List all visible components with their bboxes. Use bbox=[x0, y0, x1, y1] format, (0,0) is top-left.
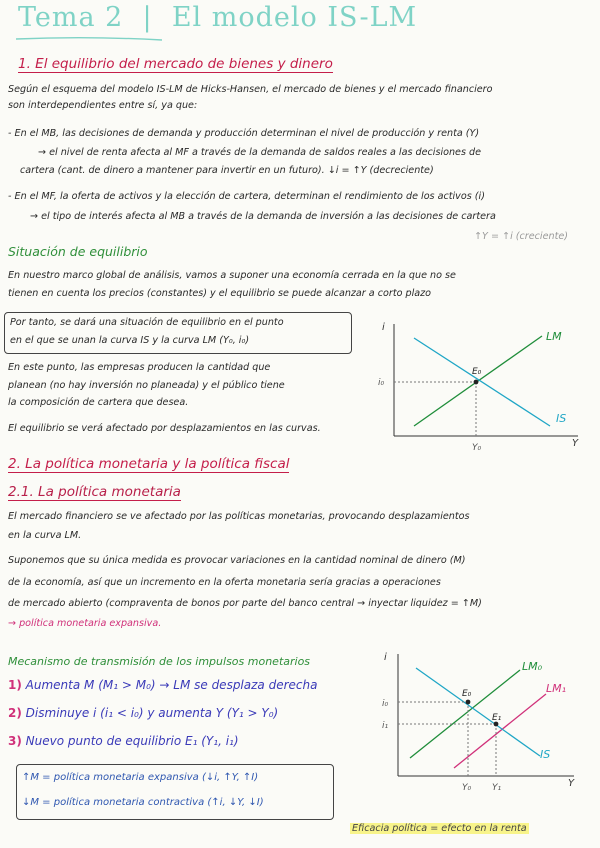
graph2-i0: i₀ bbox=[382, 699, 389, 709]
situacion-p2-1: En este punto, las empresas producen la cantidad que bbox=[8, 362, 271, 373]
graph1-y0: Y₀ bbox=[472, 443, 482, 453]
lm1-label: LM₁ bbox=[546, 682, 567, 695]
s2-p2-3: de mercado abierto (compraventa de bonos por parte del banco central → inyectar liquidez = ↑M) bbox=[8, 598, 482, 609]
is-lm-graph-2 bbox=[370, 646, 590, 802]
situacion-p2-2: planean (no hay inversión no planeada) y el público tiene bbox=[8, 380, 285, 391]
s2-p2-1: Suponemos que su única medida es provocar variaciones en la cantidad nominal de dinero (M) bbox=[8, 555, 466, 566]
mecanismo-step-2: 2) Disminuye i (i₁ < i₀) y aumenta Y (Y₁ > Y₀) bbox=[8, 706, 279, 720]
graph2-y0: Y₀ bbox=[462, 783, 472, 793]
graph2-x-label: Y bbox=[568, 778, 575, 789]
s1-b1-1: - En el MB, las decisiones de demanda y producción determinan el nivel de producción y renta (Y) bbox=[8, 128, 480, 139]
graph1-x-label: Y bbox=[572, 438, 579, 449]
lm0-label: LM₀ bbox=[522, 660, 543, 673]
mecanismo-label: Mecanismo de transmisión de los impulsos monetarios bbox=[8, 655, 311, 668]
point-e0 bbox=[466, 700, 471, 705]
mecanismo-step-3: 3) Nuevo punto de equilibrio E₁ (Y₁, i₁) bbox=[8, 734, 239, 748]
s1-b2-2: → el tipo de interés afecta al MB a través de la demanda de inversión a las decisiones de cartera bbox=[30, 211, 496, 222]
section-2-heading: 2. La política monetaria y la política fiscal bbox=[8, 456, 290, 472]
equilibrium-point-e0 bbox=[474, 380, 479, 385]
mecanismo-step-1: 1) Aumenta M (M₁ > M₀) → LM se desplaza derecha bbox=[8, 678, 318, 692]
tema-title: El modelo IS-LM bbox=[171, 2, 418, 33]
s2-p1-2: en la curva LM. bbox=[8, 530, 82, 541]
graph1-y-label: i bbox=[382, 322, 385, 333]
graph2-y-label: i bbox=[384, 652, 387, 663]
section-2-1-heading: 2.1. La política monetaria bbox=[8, 484, 181, 500]
graph2-e1: E₁ bbox=[492, 713, 502, 723]
s1-intro-1: Según el esquema del modelo IS-LM de Hicks-Hansen, el mercado de bienes y el mercado financiero bbox=[8, 84, 493, 95]
s1-b2-3: ↑Y = ↑i (creciente) bbox=[474, 231, 568, 242]
s2-p2-2: de la economía, así que un incremento en la oferta monetaria sería gracias a operaciones bbox=[8, 577, 441, 588]
s1-b2-1: - En el MF, la oferta de activos y la elección de cartera, determinan el rendimiento de los activos (i) bbox=[8, 191, 485, 202]
graph1-i0: i₀ bbox=[378, 378, 385, 388]
policy-expansiva: ↑M = política monetaria expansiva (↓i, ↑Y, ↑I) bbox=[22, 772, 259, 783]
is2-label: IS bbox=[540, 748, 551, 761]
box-line-1: Por tanto, se dará una situación de equilibrio en el punto bbox=[10, 317, 284, 328]
situacion-text-2: tienen en cuenta los precios (constantes) y el equilibrio se puede alcanzar a corto plazo bbox=[8, 288, 432, 299]
situacion-p2-3: la composición de cartera que desea. bbox=[8, 397, 189, 408]
s1-intro-2: son interdependientes entre sí, ya que: bbox=[8, 100, 198, 111]
s2-p2-4: → política monetaria expansiva. bbox=[8, 618, 162, 629]
situacion-text-1: En nuestro marco global de análisis, vamos a suponer una economía cerrada en la que no se bbox=[8, 270, 456, 281]
page-title: Tema 2 | El modelo IS-LM bbox=[18, 2, 418, 33]
s1-b1-2: → el nivel de renta afecta al MF a través de la demanda de saldos reales a las decisiones de bbox=[38, 147, 482, 158]
policy-contractiva: ↓M = política monetaria contractiva (↑i, ↓Y, ↓I) bbox=[22, 797, 264, 808]
is-curve-2 bbox=[416, 668, 540, 756]
is-lm-graph-1 bbox=[372, 314, 590, 462]
graph2-y1: Y₁ bbox=[492, 783, 502, 793]
lm-label: LM bbox=[546, 330, 562, 343]
box-line-2: en el que se unan la curva IS y la curva LM (Y₀, i₀) bbox=[10, 335, 250, 346]
graph1-e0: E₀ bbox=[472, 367, 482, 377]
situacion-p3: El equilibrio se verá afectado por desplazamientos en las curvas. bbox=[8, 423, 321, 434]
section-1-heading: 1. El equilibrio del mercado de bienes y dinero bbox=[18, 56, 333, 72]
s1-b1-3: cartera (cant. de dinero a mantener para invertir en un futuro). ↓i = ↑Y (decreciente) bbox=[20, 165, 434, 176]
eficacia-note: Eficacia política = efecto en la renta bbox=[352, 823, 527, 834]
s2-p1-1: El mercado financiero se ve afectado por las políticas monetarias, provocando desplazamientos bbox=[8, 511, 470, 522]
graph2-e0: E₀ bbox=[462, 689, 472, 699]
tema-label: Tema 2 bbox=[18, 2, 124, 33]
graph2-i1: i₁ bbox=[382, 721, 389, 731]
lm0-curve bbox=[410, 670, 520, 758]
title-underline bbox=[14, 36, 164, 42]
is-label: IS bbox=[556, 412, 567, 425]
situacion-label: Situación de equilibrio bbox=[8, 244, 148, 259]
